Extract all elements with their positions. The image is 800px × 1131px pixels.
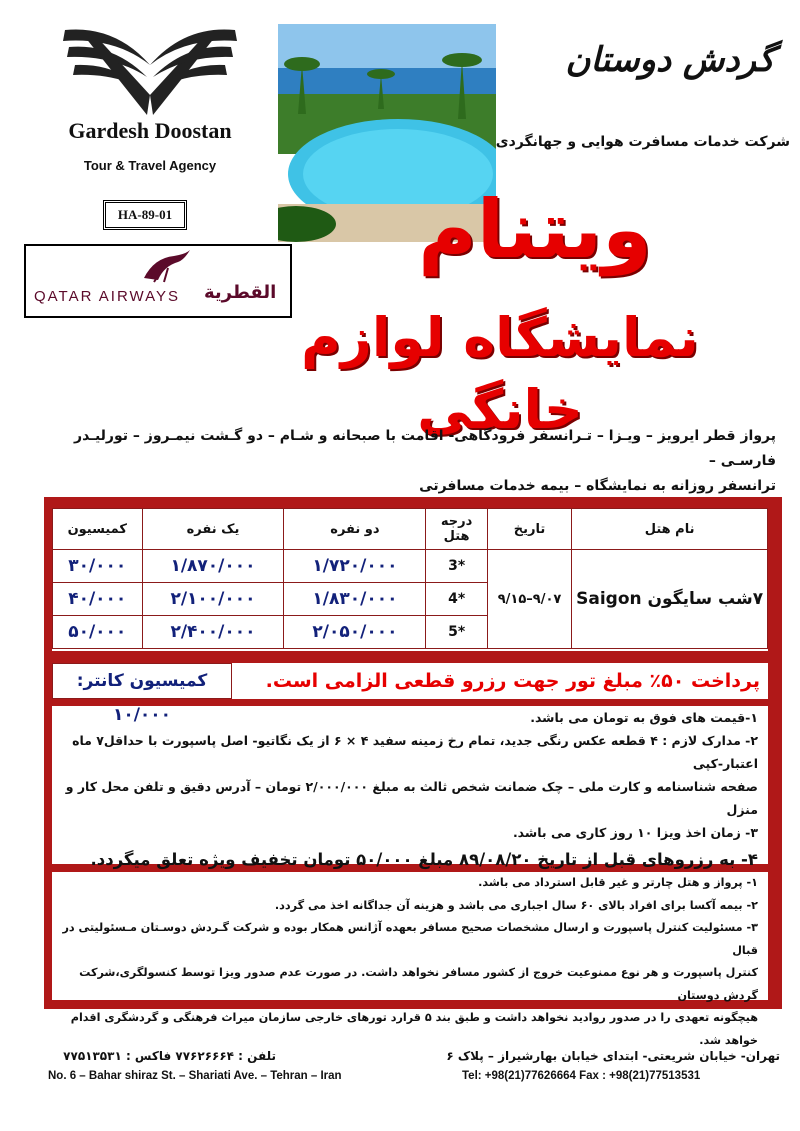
term-item: ۳- مسئولیت کنترل پاسپورت و ارسال مشخصات صحیح مسافر بعهده آژانس همکار بوده و شرکت گـردش دوسـتان مـسئولیتی در قبال (62, 921, 758, 957)
col-header-commission: کمیسیون (53, 509, 143, 550)
price-double: ۱/۸۳۰/۰۰۰ (284, 583, 426, 616)
company-description: شرکت خدمات مسافرت هوایی و جهانگردی (495, 134, 790, 150)
hotel-stars: 5* (426, 616, 487, 649)
commission: ۵۰/۰۰۰ (53, 616, 143, 649)
terms-block (52, 872, 768, 1047)
col-header-double: دو نفره (284, 509, 426, 550)
col-header-stars: درجه هتل (426, 509, 487, 550)
hotel-stars: 4* (426, 583, 487, 616)
table-header-row (53, 509, 768, 550)
term-item: هیچگونه تعهدی را در صدور روادید نخواهد داشت و طبق بند ۵ قرارد تورهای خارجی سازمان میراث فرهنگی و گردشگری اقدام خواهد شد. (70, 1011, 758, 1047)
col-header-single: یک نفره (142, 509, 284, 550)
price-single: ۲/۴۰۰/۰۰۰ (142, 616, 284, 649)
wings-logo-icon (55, 25, 245, 120)
script-logo: گردش دوستان (565, 40, 775, 80)
note-item: ۳- زمان اخذ ویزا ۱۰ روز کاری می باشد. (512, 825, 758, 840)
address-en: No. 6 – Bahar shiraz St. – Shariati Ave. – Tehran – Iran (48, 1070, 342, 1082)
commission: ۴۰/۰۰۰ (53, 583, 143, 616)
table-row (53, 550, 768, 583)
airline-name-en: QATAR AIRWAYS (34, 288, 181, 305)
tour-date: ۹/۰۷–۹/۱۵ (487, 550, 571, 649)
note-item: ۲- مدارک لازم : ۴ قطعه عکس رنگی جدید، تمام رخ زمینه سفید ۴ × ۶ از یک نگاتیو- اصل پاسپورت با حداقل۷ ماه اعتبار-کپی (72, 733, 758, 771)
tour-code: HA-89-01 (103, 200, 187, 230)
note-item: ۱-قیمت های فوق به تومان می باشد. (530, 710, 758, 725)
note-item-discount: ۴- به رزروهای قبل از تاریخ ۸۹/۰۸/۲۰ مبلغ ۵۰/۰۰۰ تومان تخفیف ویژه تعلق میگردد. (90, 850, 758, 869)
payment-note: پرداخت ۵۰٪ مبلغ تور جهت رزرو قطعی الزامی است. (265, 670, 760, 692)
destination-title: ویتنام (418, 183, 652, 276)
price-table (52, 508, 768, 649)
price-single: ۲/۱۰۰/۰۰۰ (142, 583, 284, 616)
services-list (24, 424, 776, 499)
notes-block (52, 706, 768, 869)
hotel-stars: 3* (426, 550, 487, 583)
counter-commission: کمیسیون کانتر: ۱۰/۰۰۰ (52, 663, 232, 699)
address-fa: تهران- خیابان شریعتی- ابتدای خیابان بهارشیراز – پلاک ۶ (446, 1049, 780, 1063)
services-line-2: ترانسفر روزانه به نمایشگاه – بیمه خدمات مسافرتی (419, 478, 776, 494)
airline-name-ar: القطرية (204, 282, 277, 303)
col-header-date: تاریخ (487, 509, 571, 550)
price-double: ۱/۷۲۰/۰۰۰ (284, 550, 426, 583)
col-header-hotel: نام هتل (572, 509, 768, 550)
term-item: ۲- بیمه آکسا برای افراد بالای ۶۰ سال اجباری می باشد و هزینه آن جداگانه اخذ می گردد. (274, 898, 758, 912)
term-item: کنترل پاسپورت و هر نوع ممنوعیت خروج از کشور مسافر نخواهد داشت. در صورت عدم صدور ویزا توسط کنسولگری،شرکت گردش دوستان (79, 966, 758, 1002)
price-single: ۱/۸۷۰/۰۰۰ (142, 550, 284, 583)
hotel-name: ۷شب سایگون Saigon (572, 550, 768, 649)
price-double: ۲/۰۵۰/۰۰۰ (284, 616, 426, 649)
term-item: ۱- پرواز و هتل چارتر و غیر قابل استرداد می باشد. (478, 876, 758, 889)
commission: ۳۰/۰۰۰ (53, 550, 143, 583)
tagline: Tour & Travel Agency (83, 158, 217, 173)
brand-name: Gardesh Doostan (68, 118, 232, 143)
event-title: نمایشگاه لوازم خانگی (301, 306, 699, 441)
note-item: صفحه شناسنامه و کارت ملی – چک ضمانت شخص ثالث به مبلغ ۲/۰۰۰/۰۰۰ تومان – آدرس دقیق و تلفن محل کار و منزل (65, 779, 758, 817)
services-line-1: پرواز قطر ایرویز – ویـزا – تـرانسفر فرودگاهی- اقامت با صبحانه و شـام – دو گـشت نیمـروز – تورلیـدر فارسـی – (74, 428, 776, 469)
phone-en: Tel: +98(21)77626664 Fax : +98(21)77513531 (462, 1070, 701, 1082)
phone-fa: تلفن : ۷۷۶۲۶۶۶۴ فاکس : ۷۷۵۱۳۵۳۱ (63, 1049, 276, 1063)
oryx-icon (134, 248, 194, 284)
